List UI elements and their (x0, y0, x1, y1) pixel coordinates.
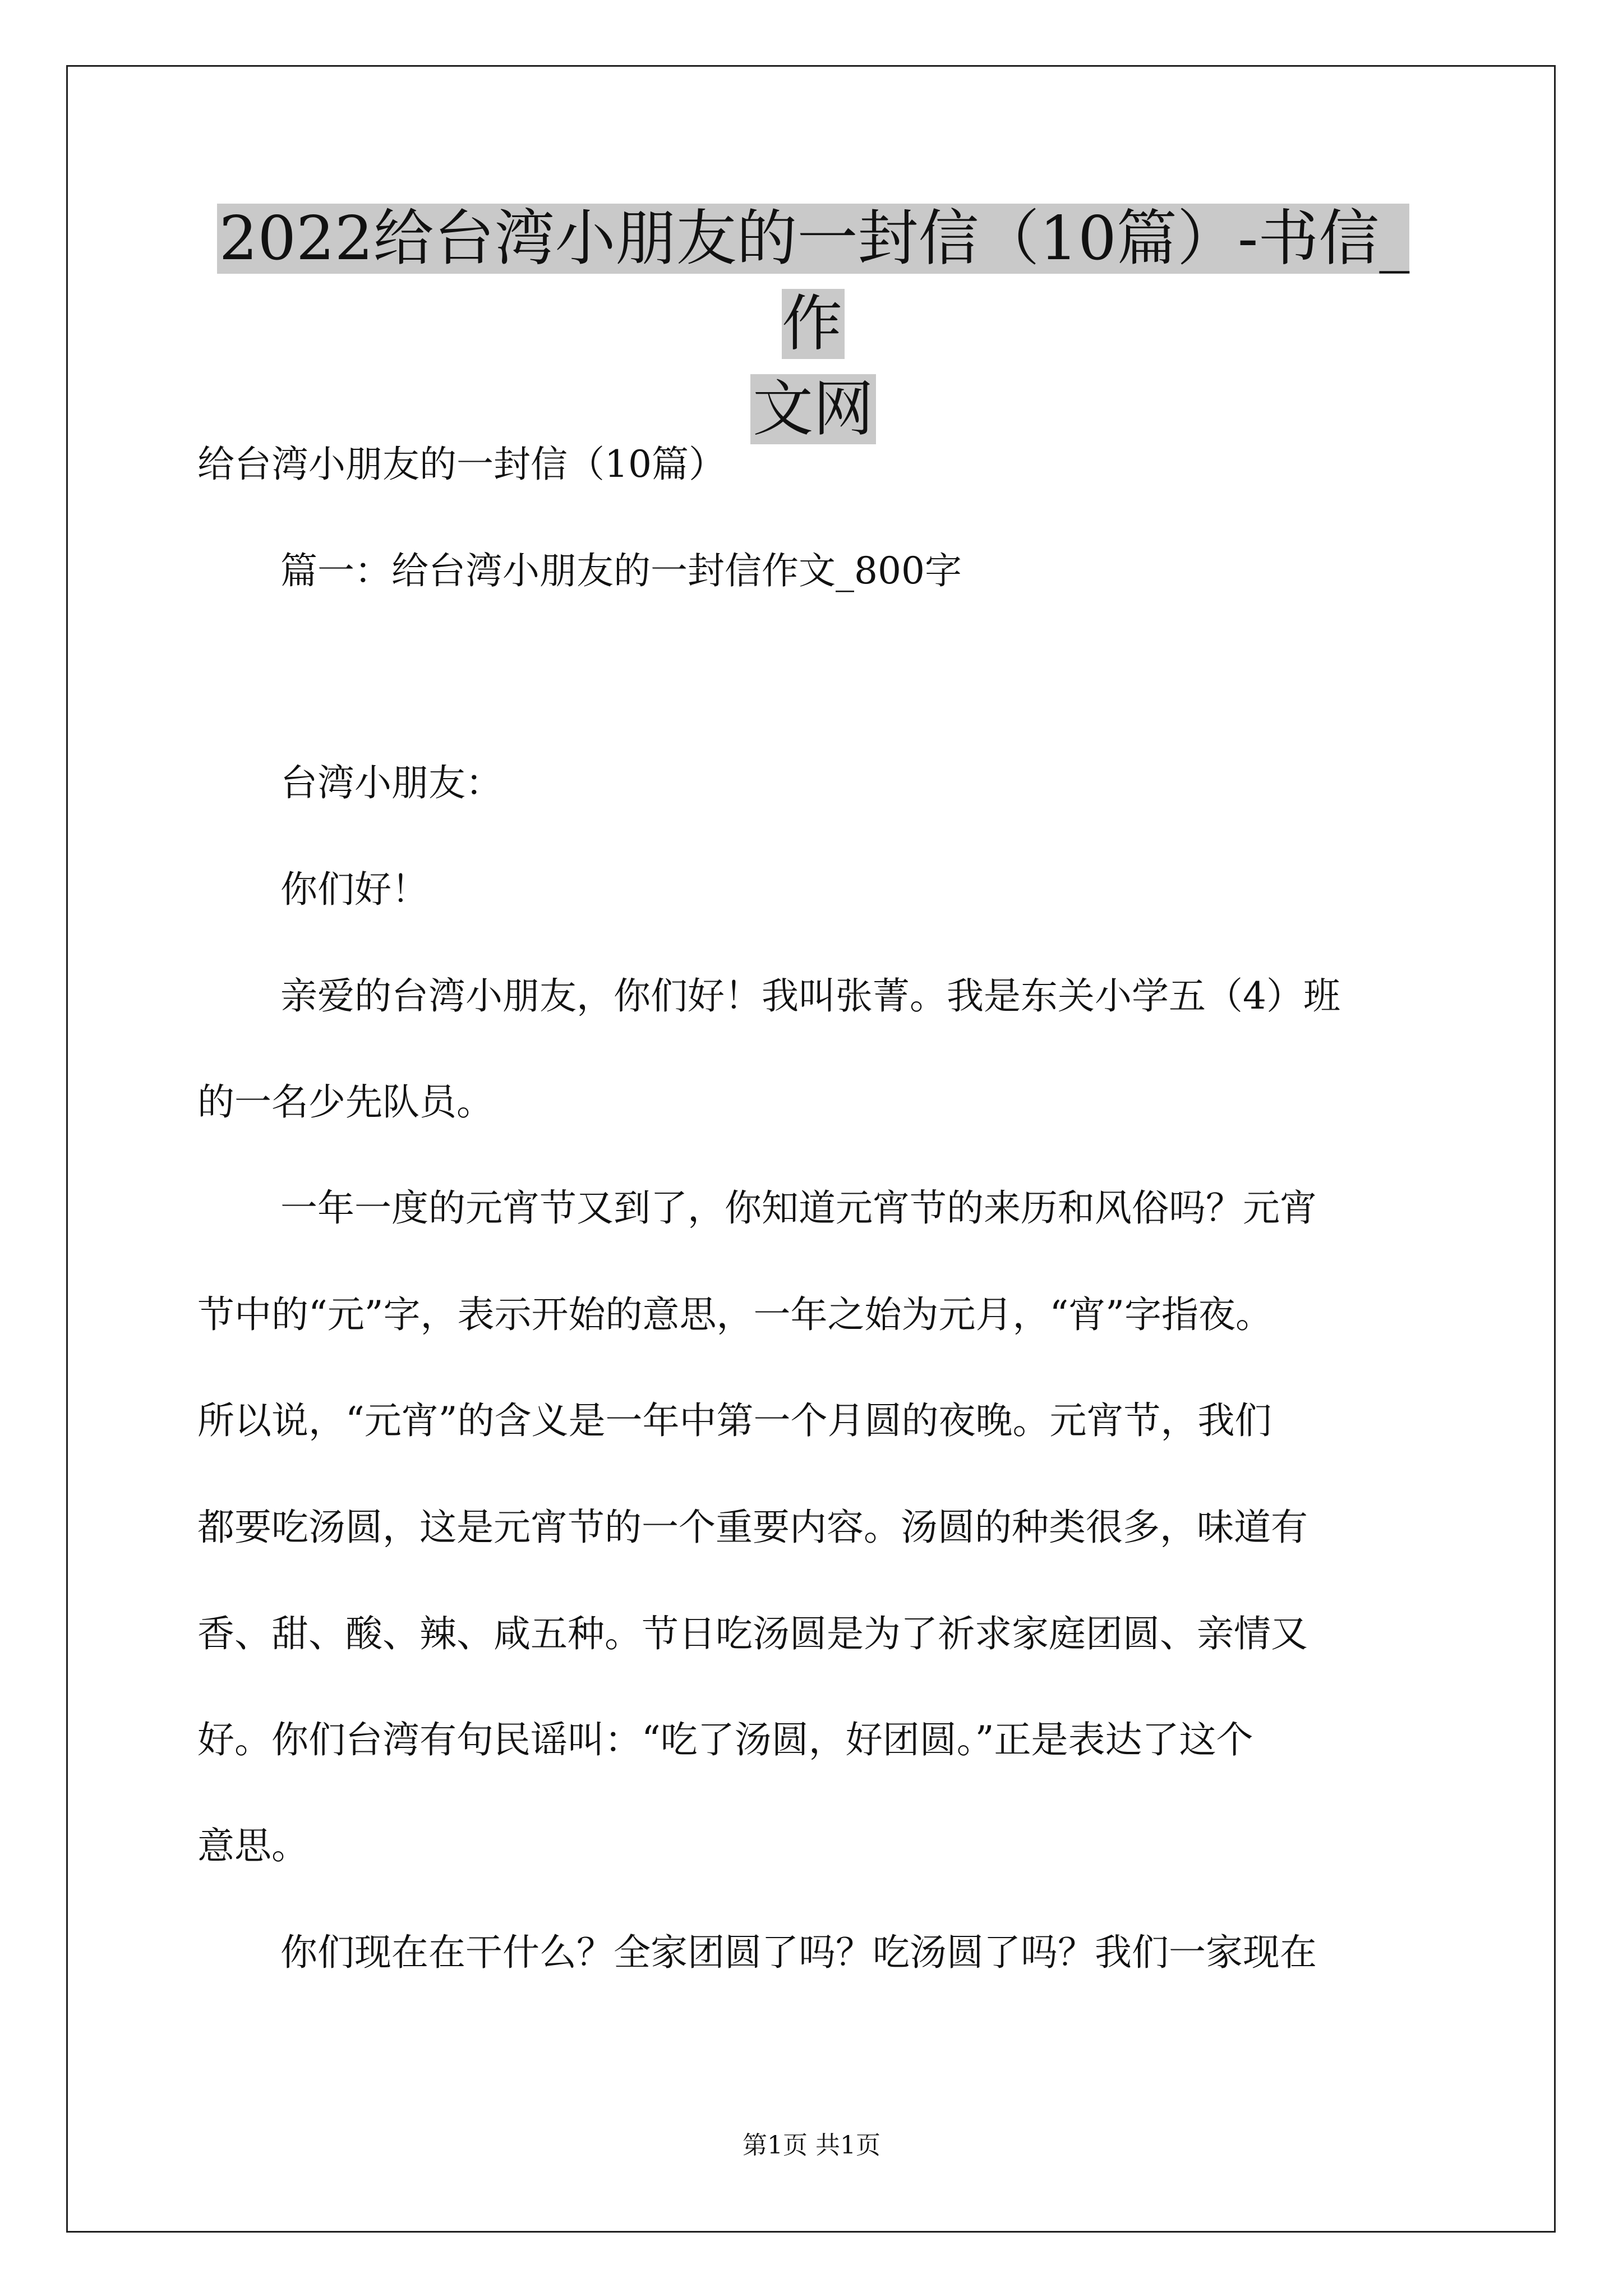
title-line-1: 2022给台湾小朋友的一封信（10篇）-书信_作 (217, 204, 1410, 359)
paragraph-line: 节中的“元”字，表示开始的意思，一年之始为元月，“宵”字指夜。 (197, 1293, 1272, 1336)
page-footer: 第1页 共1页 (743, 2131, 880, 2160)
paragraph-line: 意思。 (197, 1824, 308, 1867)
greeting: 你们好！ (280, 868, 428, 911)
document-title (196, 196, 1430, 452)
paragraph-line: 所以说，“元宵”的含义是一年中第一个月圆的夜晚。元宵节，我们 (197, 1399, 1272, 1442)
salutation: 台湾小朋友： (280, 761, 502, 804)
title-line-2: 文网 (750, 374, 876, 444)
paragraph-line: 都要吃汤圆，这是元宵节的一个重要内容。汤圆的种类很多，味道有 (197, 1506, 1308, 1549)
paragraph-line: 好。你们台湾有句民谣叫：“吃了汤圆，好团圆。”正是表达了这个 (197, 1718, 1253, 1761)
subtitle: 给台湾小朋友的一封信（10篇） (197, 443, 726, 486)
paragraph-line: 你们现在在干什么？全家团圆了吗？吃汤圆了吗？我们一家现在 (280, 1931, 1317, 1974)
paragraph-line: 一年一度的元宵节又到了，你知道元宵节的来历和风俗吗？元宵 (280, 1186, 1317, 1230)
paragraph-line: 香、甜、酸、辣、咸五种。节日吃汤圆是为了祈求家庭团圆、亲情又 (197, 1612, 1308, 1655)
paragraph-line: 的一名少先队员。 (197, 1080, 494, 1124)
paragraph-line: 亲爱的台湾小朋友，你们好！我叫张菁。我是东关小学五（4）班 (280, 974, 1340, 1018)
section-heading: 篇一：给台湾小朋友的一封信作文_800字 (280, 549, 962, 592)
